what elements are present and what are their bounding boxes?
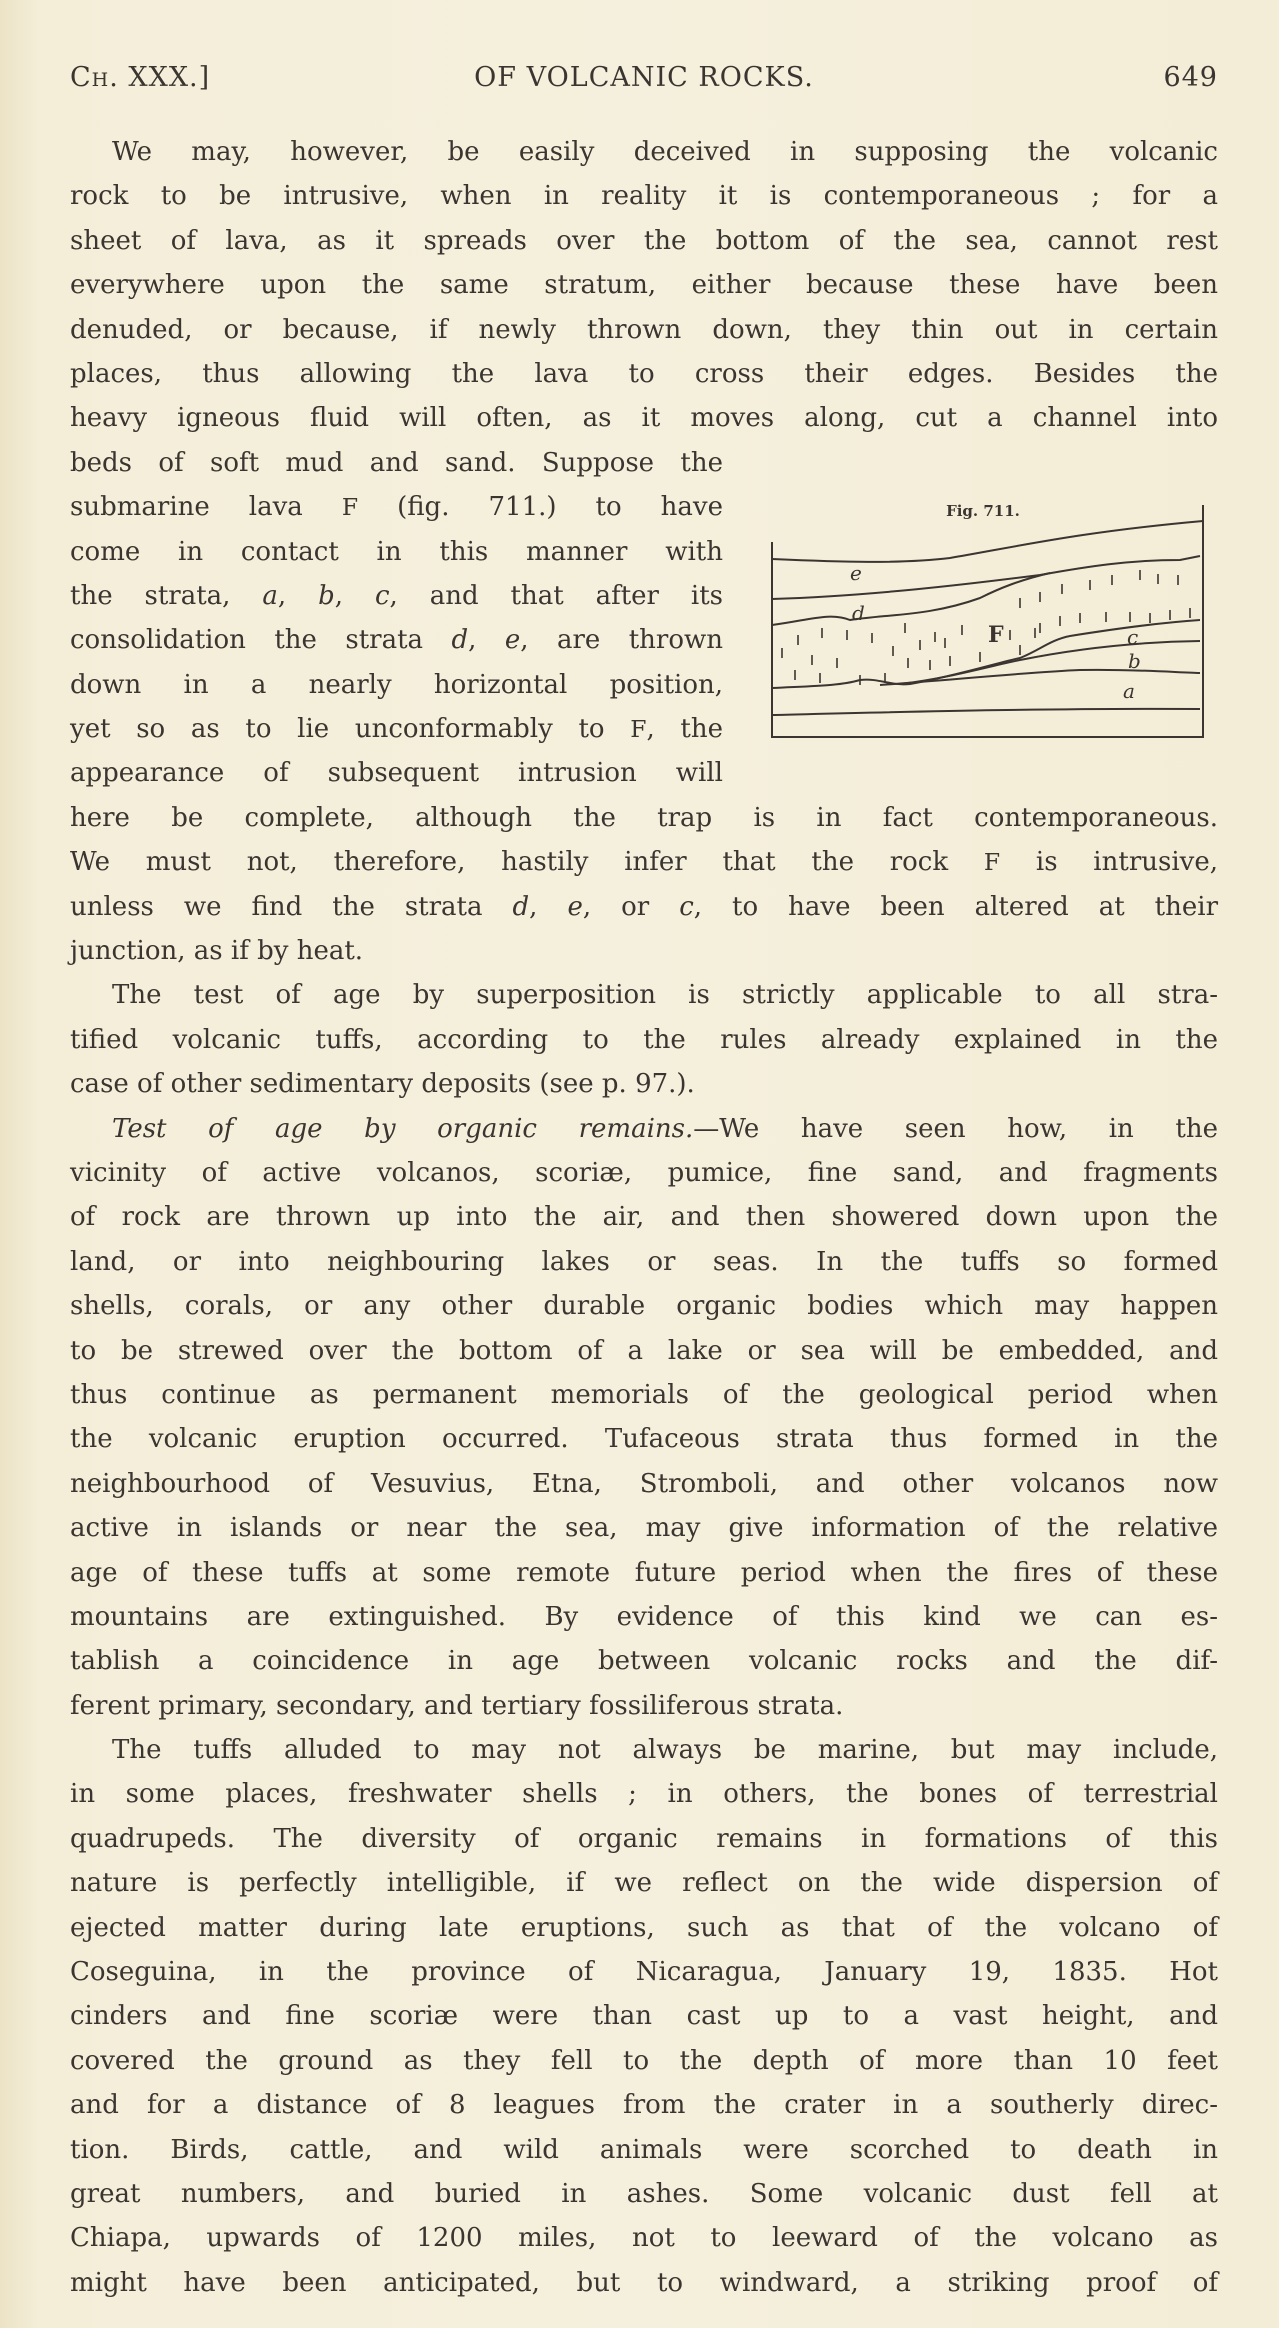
figure-711-strata-diagram	[750, 480, 1230, 750]
text-line: consolidation the strata d, e, are thrown	[70, 625, 724, 656]
text-line: quadrupeds. The diversity of organic remains in formations of this	[70, 1823, 1218, 1854]
text-line: appearance of subsequent intrusion will	[70, 758, 723, 789]
body-text	[70, 130, 1218, 2305]
figure-frame	[772, 505, 1203, 737]
text-line: vicinity of active volcanos, scoriæ, pumice, fine sand, and fragments	[70, 1157, 1218, 1188]
label-c: c	[1127, 625, 1139, 649]
text-line: Test of age by organic remains.—We have seen how, in the	[112, 1113, 1218, 1144]
stratum-top-line	[772, 521, 1203, 562]
text-line: and for a distance of 8 leagues from the crater in a southerly direc-	[70, 2090, 1218, 2121]
chapter-label: Ch. XXX.]	[70, 62, 211, 93]
italic-text: e	[504, 625, 521, 656]
text-line: tablish a coincidence in age between volcanic rocks and the dif-	[70, 1646, 1218, 1677]
text-line: come in contact in this manner with	[70, 536, 723, 567]
italic-text: b	[318, 580, 335, 611]
text-line: tion. Birds, cattle, and wild animals were scorched to death in	[70, 2134, 1218, 2165]
text-line: land, or into neighbouring lakes or seas. In the tuffs so formed	[70, 1246, 1218, 1277]
stratum-bottom-line	[772, 709, 1200, 715]
text-line: mountains are extinguished. By evidence of this kind we can es-	[70, 1601, 1218, 1632]
page-number: 649	[1163, 62, 1218, 93]
text-line: Coseguina, in the province of Nicaragua, January 19, 1835. Hot	[70, 1957, 1218, 1988]
text-line: tified volcanic tuffs, according to the rules already explained in the	[70, 1024, 1218, 1055]
italic-text: a	[262, 580, 278, 611]
text-line: unless we find the strata d, e, or c, to have been altered at their	[70, 891, 1219, 922]
text-line: in some places, freshwater shells ; in others, the bones of terrestrial	[70, 1779, 1218, 1810]
figure-caption: Fig. 711.	[946, 502, 1020, 520]
text-line: Chiapa, upwards of 1200 miles, not to leeward of the volcano as	[70, 2223, 1218, 2254]
text-line: rock to be intrusive, when in reality it is contemporaneous ; for a	[70, 181, 1218, 212]
italic-text: Test of age by organic remains.	[112, 1113, 694, 1144]
text-line: heavy igneous fluid will often, as it moves along, cut a channel into	[70, 403, 1218, 434]
text-line: We may, however, be easily deceived in supposing the volcanic	[112, 137, 1218, 167]
running-header	[70, 62, 1218, 102]
text-line: age of these tuffs at some remote future period when the fires of these	[70, 1557, 1218, 1588]
italic-text: d	[512, 891, 530, 922]
strata-lines	[772, 505, 1203, 737]
text-line: ferent primary, secondary, and tertiary fossiliferous strata.	[70, 1690, 844, 1721]
text-line: might have been anticipated, but to windward, a striking proof of	[70, 2267, 1218, 2298]
text-line: thus continue as permanent memorials of the geological period when	[70, 1379, 1218, 1410]
stratum-e-base	[772, 556, 1200, 599]
label-e: e	[850, 561, 862, 585]
stratum-d-line	[772, 573, 1050, 625]
small-caps-text: F	[983, 848, 1001, 877]
text-line: denuded, or because, if newly thrown down, they thin out in certain	[70, 314, 1218, 345]
text-line: places, thus allowing the lava to cross their edges. Besides the	[70, 358, 1218, 389]
text-line: covered the ground as they fell to the depth of more than 10 feet	[70, 2045, 1218, 2076]
text-line: ejected matter during late eruptions, such as that of the volcano of	[70, 1912, 1218, 1943]
text-line: nature is perfectly intelligible, if we reflect on the wide dispersion of	[70, 1868, 1218, 1899]
text-line: case of other sedimentary deposits (see p. 97.).	[70, 1069, 695, 1100]
text-line: submarine lava F (fig. 711.) to have	[70, 492, 723, 523]
italic-text: c	[679, 891, 694, 922]
italic-text: c	[374, 580, 390, 611]
text-line: to be strewed over the bottom of a lake or sea will be embedded, and	[70, 1335, 1218, 1366]
text-line: The test of age by superposition is strictly applicable to all stra-	[112, 980, 1218, 1011]
text-line: great numbers, and buried in ashes. Some volcanic dust fell at	[70, 2178, 1218, 2209]
text-line: everywhere upon the same stratum, either because these have been	[70, 270, 1218, 301]
label-b: b	[1128, 649, 1141, 673]
text-line: The tuffs alluded to may not always be marine, but may include,	[112, 1735, 1218, 1766]
text-line: beds of soft mud and sand. Suppose the	[70, 447, 723, 478]
label-d: d	[852, 601, 865, 625]
text-line: junction, as if by heat.	[70, 936, 364, 967]
label-a: a	[1123, 679, 1135, 703]
page-title: OF VOLCANIC ROCKS.	[474, 62, 814, 93]
text-line: cinders and fine scoriæ were than cast up to a vast height, and	[70, 2001, 1218, 2032]
text-line: down in a nearly horizontal position,	[70, 669, 723, 700]
stratum-a-line	[880, 670, 1200, 685]
italic-text: d	[451, 625, 469, 656]
label-F: F	[988, 622, 1004, 648]
text-line: of rock are thrown up into the air, and then showered down upon the	[70, 1202, 1218, 1233]
text-line: sheet of lava, as it spreads over the bottom of the sea, cannot rest	[70, 225, 1218, 256]
small-caps-text: F	[341, 493, 359, 522]
text-line: here be complete, although the trap is in fact contemporaneous.	[70, 802, 1218, 833]
text-line: the strata, a, b, c, and that after its	[70, 580, 724, 611]
text-line: neighbourhood of Vesuvius, Etna, Stromboli, and other volcanos now	[70, 1468, 1218, 1499]
small-caps-text: F	[630, 715, 647, 744]
text-line: We must not, therefore, hastily infer that the rock F is intrusive,	[70, 847, 1218, 878]
text-line: shells, corals, or any other durable organic bodies which may happen	[70, 1291, 1218, 1322]
text-line: the volcanic eruption occurred. Tufaceous strata thus formed in the	[70, 1424, 1218, 1455]
italic-text: e	[567, 891, 583, 922]
text-line: active in islands or near the sea, may give information of the relative	[70, 1513, 1218, 1544]
text-line: yet so as to lie unconformably to F, the	[70, 714, 723, 745]
